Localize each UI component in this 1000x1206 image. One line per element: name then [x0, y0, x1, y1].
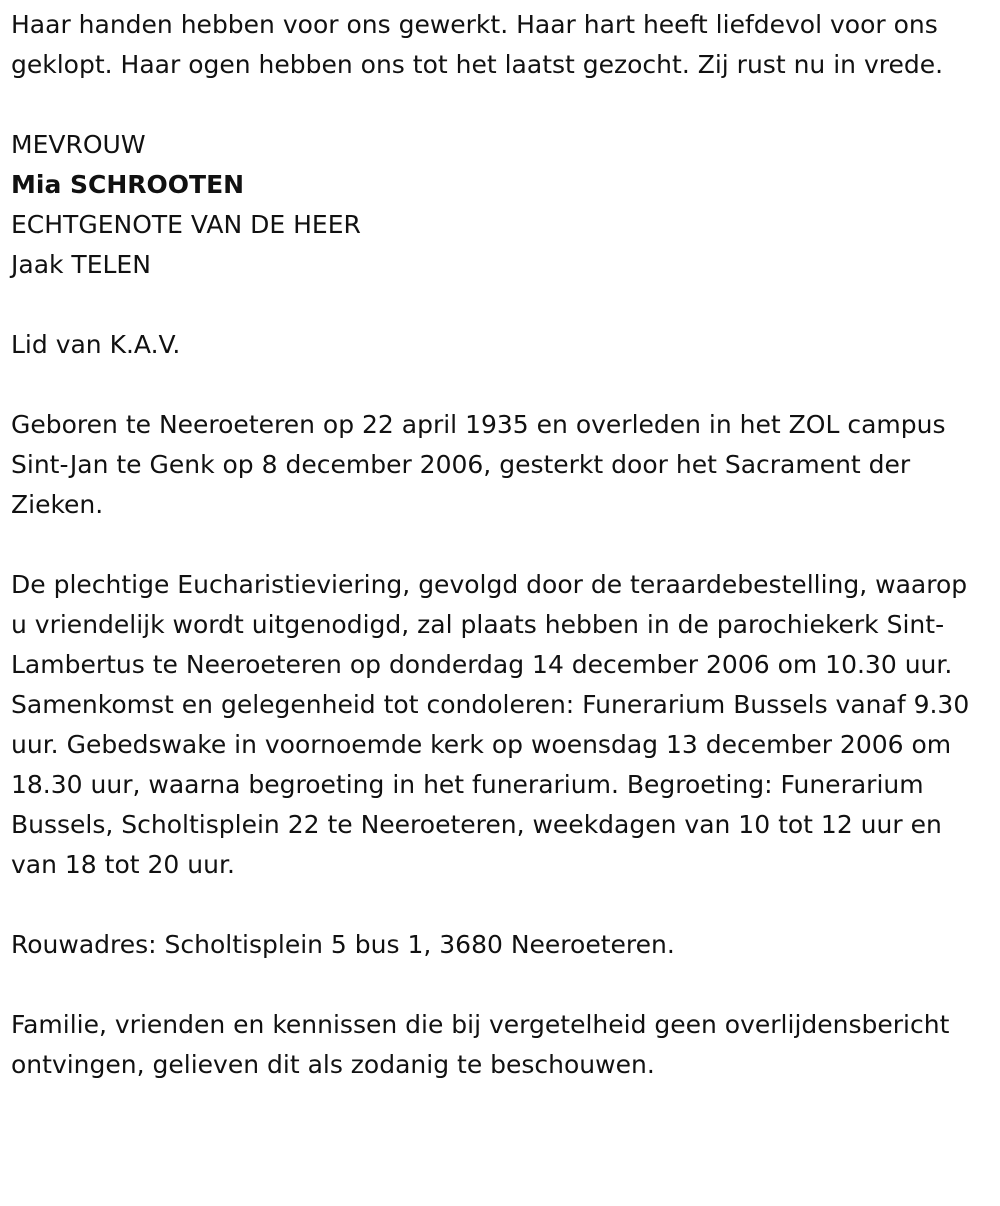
spacer	[11, 85, 988, 125]
relation-text: ECHTGENOTE VAN DE HEER	[11, 210, 361, 239]
birth-death-text: Geboren te Neeroeteren op 22 april 1935 en overleden in het ZOL campus Sint-Jan te Genk op 8 december 2006, gesterkt door het Sacrament der Zieken.	[11, 410, 946, 519]
spacer	[11, 365, 988, 405]
closing-text: Familie, vrienden en kennissen die bij vergetelheid geen overlijdensbericht ontvingen, gelieven dit als zodanig te beschouwen.	[11, 1010, 950, 1079]
mourning-address: Rouwadres: Scholtisplein 5 bus 1, 3680 Neeroeteren.	[11, 930, 675, 959]
spacer	[11, 965, 988, 1005]
spacer	[11, 285, 988, 325]
intro-text: Haar handen hebben voor ons gewerkt. Haar hart heeft liefdevol voor ons geklopt. Haar ogen hebben ons tot het laatst gezocht. Zij rust nu in vrede.	[11, 10, 944, 79]
spouse-name: Jaak TELEN	[11, 250, 151, 279]
spacer	[11, 525, 988, 565]
membership-text: Lid van K.A.V.	[11, 330, 181, 359]
deceased-name: Mia SCHROOTEN	[11, 170, 245, 199]
ceremony-text: De plechtige Eucharistieviering, gevolgd door de teraardebestelling, waarop u vriendelijk wordt uitgenodigd, zal plaats hebben in de parochiekerk Sint-Lambertus te Neeroeteren op donderdag 14 december 2006 om 10.30 uur. Samenkomst en gelegenheid tot condoleren: Funerarium Bussels vanaf 9.30 uur. Gebedswake in voornoemde kerk op woensdag 13 december 2006 om 18.30 uur, waarna begroeting in het funerarium. Begroeting: Funerarium Bussels, Scholtisplein 22 te Neeroeteren, weekdagen van 10 tot 12 uur en van 18 tot 20 uur.	[11, 570, 970, 879]
salutation: MEVROUW	[11, 130, 146, 159]
spacer	[11, 885, 988, 925]
